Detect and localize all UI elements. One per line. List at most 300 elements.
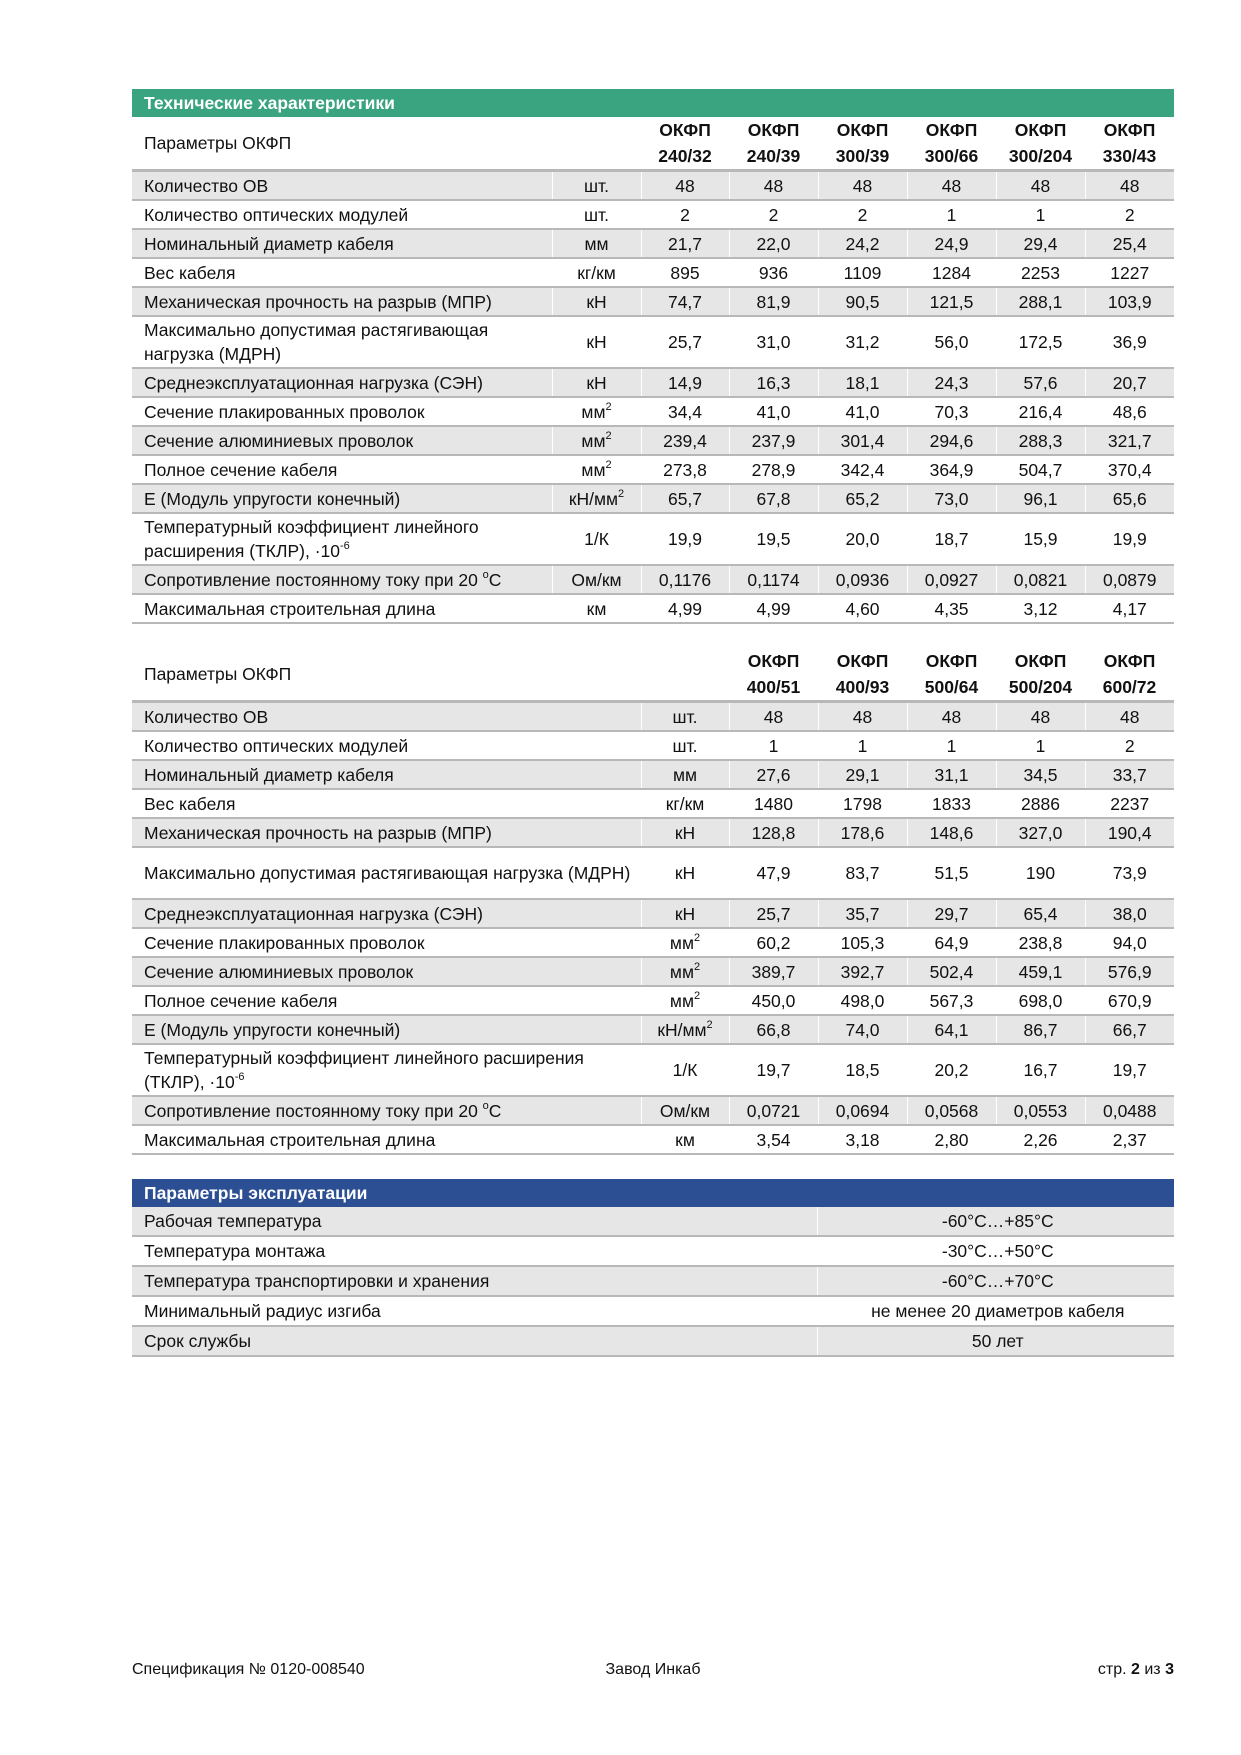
section-header-specs — [132, 89, 1174, 117]
model-header — [996, 648, 1085, 702]
param-unit — [552, 513, 641, 565]
param-label-suffix: С — [488, 569, 502, 590]
param-unit-text: 1/К — [584, 529, 609, 549]
param-label — [132, 760, 641, 789]
table-row — [132, 229, 1174, 258]
table-row — [132, 565, 1174, 594]
param-unit-sup: 2 — [693, 960, 701, 973]
param-label-text: Сечение алюминиевых проволок — [144, 430, 414, 451]
param-label — [132, 200, 552, 229]
param-value: 121,5 — [907, 287, 996, 316]
table-row — [132, 899, 1174, 928]
param-value: 51,5 — [907, 847, 996, 899]
param-label-text: Максимально допустимая растягивающая нагрузка (МДРН) — [144, 863, 631, 883]
param-value: 148,6 — [907, 818, 996, 847]
table-row — [132, 316, 1174, 368]
table-row — [132, 847, 1174, 899]
param-value: 64,9 — [907, 928, 996, 957]
table-row — [132, 397, 1174, 426]
param-value: 73,0 — [907, 484, 996, 513]
param-unit-text: мм — [581, 430, 606, 451]
param-value: 65,4 — [996, 899, 1085, 928]
param-label — [132, 899, 641, 928]
param-label-text: Температурный коэффициент линейного расширения (ТКЛР), ·10 — [144, 517, 479, 561]
param-value: 301,4 — [818, 426, 907, 455]
param-value: 2 — [729, 200, 818, 229]
param-label — [132, 702, 641, 732]
param-label — [132, 1096, 641, 1125]
param-value: 19,7 — [729, 1044, 818, 1096]
param-unit — [641, 731, 729, 760]
param-value: 237,9 — [729, 426, 818, 455]
param-unit — [552, 426, 641, 455]
param-value: 48 — [729, 702, 818, 732]
param-unit — [641, 1125, 729, 1154]
param-label — [132, 1015, 641, 1044]
param-value: 81,9 — [729, 287, 818, 316]
param-value: 128,8 — [729, 818, 818, 847]
model-code: 400/93 — [835, 677, 890, 697]
param-value: 83,7 — [818, 847, 907, 899]
operation-label: Минимальный радиус изгиба — [132, 1296, 817, 1326]
table-row — [132, 1096, 1174, 1125]
param-label — [132, 368, 552, 397]
table-row — [132, 455, 1174, 484]
param-value: 1 — [729, 731, 818, 760]
param-unit-sup: 2 — [693, 931, 701, 944]
param-value: 48 — [1085, 702, 1174, 732]
param-value: 3,12 — [996, 594, 1085, 623]
table-row — [132, 426, 1174, 455]
model-code: 240/39 — [746, 146, 801, 166]
param-value: 48 — [996, 702, 1085, 732]
param-value: 4,35 — [907, 594, 996, 623]
param-value: 2 — [818, 200, 907, 229]
param-label — [132, 1125, 641, 1154]
param-unit-text: кН — [674, 863, 696, 883]
model-name: ОКФП — [1103, 120, 1156, 140]
param-label-text: Максимально допустимая растягивающая нагрузка (МДРН) — [144, 320, 489, 364]
param-value: 19,9 — [1085, 513, 1174, 565]
param-unit-text: Ом/км — [659, 1100, 711, 1121]
model-code: 500/204 — [1008, 677, 1073, 697]
model-header — [729, 648, 818, 702]
param-value: 48,6 — [1085, 397, 1174, 426]
param-unit — [552, 397, 641, 426]
param-value: 502,4 — [907, 957, 996, 986]
param-value: 698,0 — [996, 986, 1085, 1015]
param-value: 2 — [641, 200, 729, 229]
param-unit-text: кг/км — [665, 793, 705, 814]
page-prefix: стр. — [1097, 1661, 1132, 1678]
footer-page-number — [1098, 1661, 1174, 1679]
param-label-sup: o — [482, 568, 489, 581]
model-code: 500/64 — [924, 677, 979, 697]
param-value: 2 — [1085, 200, 1174, 229]
param-label-text: Максимальная строительная длина — [144, 598, 436, 619]
footer-company: Завод Инкаб — [605, 1661, 701, 1678]
param-label-text: Сечение алюминиевых проволок — [144, 961, 414, 982]
param-value: 48 — [996, 171, 1085, 201]
param-unit — [552, 258, 641, 287]
param-value: 273,8 — [641, 455, 729, 484]
operation-label: Срок службы — [132, 1326, 817, 1356]
param-value: 31,1 — [907, 760, 996, 789]
param-label-text: Максимальная строительная длина — [144, 1129, 436, 1150]
param-label — [132, 229, 552, 258]
param-value: 34,5 — [996, 760, 1085, 789]
param-unit-text: кг/км — [577, 262, 616, 283]
param-label-text: Номинальный диаметр кабеля — [144, 764, 394, 785]
model-name: ОКФП — [836, 651, 889, 671]
param-unit-text: шт. — [584, 175, 609, 196]
table-row — [132, 200, 1174, 229]
param-value: 895 — [641, 258, 729, 287]
param-value: 60,2 — [729, 928, 818, 957]
param-value: 66,7 — [1085, 1015, 1174, 1044]
param-value: 0,0879 — [1085, 565, 1174, 594]
param-value: 20,2 — [907, 1044, 996, 1096]
param-label-text: Среднеэксплуатационная нагрузка (СЭН) — [144, 372, 483, 393]
param-value: 18,5 — [818, 1044, 907, 1096]
param-label-sup: -6 — [340, 540, 350, 553]
param-value: 278,9 — [729, 455, 818, 484]
param-value: 2886 — [996, 789, 1085, 818]
param-unit-text: мм — [669, 932, 694, 953]
param-label — [132, 397, 552, 426]
param-label — [132, 928, 641, 957]
param-unit-text: мм — [581, 459, 606, 480]
model-name: ОКФП — [659, 120, 711, 140]
param-value: 0,0553 — [996, 1096, 1085, 1125]
param-value: 34,4 — [641, 397, 729, 426]
param-label-text: Вес кабеля — [144, 262, 236, 283]
param-label-text: Сечение плакированных проволок — [144, 401, 425, 422]
param-label-suffix: С — [488, 1100, 502, 1121]
param-unit — [641, 899, 729, 928]
page-content — [132, 89, 1174, 1357]
param-value: 65,2 — [818, 484, 907, 513]
param-unit — [641, 847, 729, 899]
param-unit — [641, 1044, 729, 1096]
model-header — [729, 117, 818, 171]
param-value: 36,9 — [1085, 316, 1174, 368]
param-value: 65,7 — [641, 484, 729, 513]
param-value: 1 — [907, 200, 996, 229]
param-value: 15,9 — [996, 513, 1085, 565]
model-header — [996, 117, 1085, 171]
param-value: 56,0 — [907, 316, 996, 368]
param-value: 3,18 — [818, 1125, 907, 1154]
table-row — [132, 1044, 1174, 1096]
param-label-text: Температурный коэффициент линейного расширения (ТКЛР), ·10 — [144, 1048, 584, 1092]
param-unit-text: кН/мм — [568, 488, 619, 509]
param-value: 41,0 — [818, 397, 907, 426]
param-value: 103,9 — [1085, 287, 1174, 316]
param-unit-sup: 2 — [693, 989, 701, 1002]
param-value: 238,8 — [996, 928, 1085, 957]
param-value: 0,0821 — [996, 565, 1085, 594]
param-value: 0,0488 — [1085, 1096, 1174, 1125]
param-value: 67,8 — [729, 484, 818, 513]
operation-value: -60°С…+85°С — [817, 1207, 1174, 1236]
model-code: 300/204 — [1008, 146, 1073, 166]
model-name: ОКФП — [925, 651, 978, 671]
param-value: 64,1 — [907, 1015, 996, 1044]
param-unit — [552, 229, 641, 258]
table-row — [132, 731, 1174, 760]
param-value: 4,60 — [818, 594, 907, 623]
param-value: 74,0 — [818, 1015, 907, 1044]
param-unit-text: кН — [674, 822, 696, 843]
param-value: 4,99 — [729, 594, 818, 623]
param-label-sup: o — [482, 1099, 489, 1112]
param-value: 1284 — [907, 258, 996, 287]
model-header — [907, 648, 996, 702]
param-value: 1 — [996, 200, 1085, 229]
param-unit — [641, 818, 729, 847]
param-value: 567,3 — [907, 986, 996, 1015]
param-value: 0,0721 — [729, 1096, 818, 1125]
param-label — [132, 316, 552, 368]
param-value: 288,1 — [996, 287, 1085, 316]
param-unit-text: мм — [669, 990, 694, 1011]
param-value: 2,80 — [907, 1125, 996, 1154]
model-code: 300/66 — [924, 146, 979, 166]
model-name: ОКФП — [836, 120, 889, 140]
param-unit-sup: 2 — [618, 487, 625, 500]
param-label — [132, 513, 552, 565]
param-unit-sup: 2 — [706, 1018, 713, 1031]
param-value: 3,54 — [729, 1125, 818, 1154]
param-label — [132, 258, 552, 287]
param-unit-text: мм — [672, 764, 698, 785]
param-label — [132, 789, 641, 818]
param-unit-text: км — [675, 1129, 695, 1150]
operation-value: -60°С…+70°С — [817, 1266, 1174, 1296]
spec-table-2 — [132, 648, 1174, 1155]
param-label — [132, 818, 641, 847]
table-row — [132, 928, 1174, 957]
param-value: 96,1 — [996, 484, 1085, 513]
operation-row — [132, 1326, 1174, 1356]
param-unit-sup: 2 — [605, 429, 612, 442]
param-unit — [552, 455, 641, 484]
param-label-text: Сечение плакированных проволок — [144, 932, 425, 953]
param-unit-text: км — [586, 598, 607, 619]
model-code: 300/39 — [835, 146, 890, 166]
param-value: 327,0 — [996, 818, 1085, 847]
param-value: 21,7 — [641, 229, 729, 258]
param-unit — [641, 928, 729, 957]
param-value: 48 — [818, 702, 907, 732]
param-value: 31,0 — [729, 316, 818, 368]
param-value: 20,7 — [1085, 368, 1174, 397]
param-label-text: Количество ОВ — [144, 706, 269, 727]
model-header — [907, 117, 996, 171]
param-value: 0,0694 — [818, 1096, 907, 1125]
param-value: 1480 — [729, 789, 818, 818]
param-unit — [641, 1096, 729, 1125]
header-row — [132, 648, 1174, 702]
param-value: 0,1174 — [729, 565, 818, 594]
param-value: 25,7 — [729, 899, 818, 928]
param-label-text: Вес кабеля — [144, 793, 236, 814]
param-value: 74,7 — [641, 287, 729, 316]
param-value: 392,7 — [818, 957, 907, 986]
param-value: 20,0 — [818, 513, 907, 565]
param-value: 1798 — [818, 789, 907, 818]
table-row — [132, 1125, 1174, 1154]
param-value: 22,0 — [729, 229, 818, 258]
param-value: 504,7 — [996, 455, 1085, 484]
param-label — [132, 455, 552, 484]
param-label-text: Е (Модуль упругости конечный) — [144, 488, 401, 509]
param-unit — [552, 171, 641, 201]
param-value: 105,3 — [818, 928, 907, 957]
param-unit — [641, 957, 729, 986]
param-value: 57,6 — [996, 368, 1085, 397]
param-value: 48 — [818, 171, 907, 201]
param-value: 2 — [1085, 731, 1174, 760]
operation-row — [132, 1296, 1174, 1326]
param-value: 90,5 — [818, 287, 907, 316]
param-value: 1 — [818, 731, 907, 760]
param-value: 25,7 — [641, 316, 729, 368]
param-value: 18,7 — [907, 513, 996, 565]
param-value: 2253 — [996, 258, 1085, 287]
param-label-text: Среднеэксплуатационная нагрузка (СЭН) — [144, 903, 483, 924]
param-value: 172,5 — [996, 316, 1085, 368]
param-value: 498,0 — [818, 986, 907, 1015]
param-unit — [641, 760, 729, 789]
param-value: 0,0936 — [818, 565, 907, 594]
param-unit — [552, 368, 641, 397]
param-value: 86,7 — [996, 1015, 1085, 1044]
model-code: 400/51 — [746, 677, 801, 697]
param-value: 14,9 — [641, 368, 729, 397]
param-value: 2237 — [1085, 789, 1174, 818]
param-unit-text: мм — [581, 401, 606, 422]
param-value: 936 — [729, 258, 818, 287]
param-unit — [552, 316, 641, 368]
model-code: 600/72 — [1102, 677, 1157, 697]
section-header-operation — [132, 1179, 1174, 1207]
param-value: 0,1176 — [641, 565, 729, 594]
param-value: 216,4 — [996, 397, 1085, 426]
model-name: ОКФП — [747, 120, 800, 140]
param-label-sup: -6 — [234, 1071, 245, 1084]
model-header — [1085, 117, 1174, 171]
model-name: ОКФП — [747, 651, 800, 671]
model-name: ОКФП — [1014, 120, 1067, 140]
table-row — [132, 702, 1174, 732]
param-unit-text: кН — [674, 903, 696, 924]
model-code: 330/43 — [1102, 146, 1157, 166]
param-value: 0,0568 — [907, 1096, 996, 1125]
param-unit-text: шт. — [672, 735, 698, 756]
param-label — [132, 171, 552, 201]
param-unit — [552, 565, 641, 594]
param-unit-text: шт. — [584, 204, 609, 225]
param-value: 0,0927 — [907, 565, 996, 594]
param-label-text: Механическая прочность на разрыв (МПР) — [144, 822, 492, 843]
param-label — [132, 484, 552, 513]
operation-row — [132, 1207, 1174, 1236]
param-value: 48 — [729, 171, 818, 201]
param-value: 670,9 — [1085, 986, 1174, 1015]
table-row — [132, 513, 1174, 565]
param-value: 65,6 — [1085, 484, 1174, 513]
param-value: 24,9 — [907, 229, 996, 258]
param-label — [132, 287, 552, 316]
spec-table-1 — [132, 89, 1174, 624]
param-value: 70,3 — [907, 397, 996, 426]
param-unit — [641, 986, 729, 1015]
param-value: 4,17 — [1085, 594, 1174, 623]
model-header — [818, 648, 907, 702]
param-value: 19,5 — [729, 513, 818, 565]
table-row — [132, 171, 1174, 201]
param-label — [132, 1044, 641, 1096]
table-row — [132, 1015, 1174, 1044]
param-value: 294,6 — [907, 426, 996, 455]
param-label-text: Механическая прочность на разрыв (МПР) — [144, 291, 492, 312]
operation-row — [132, 1236, 1174, 1266]
param-label-text: Полное сечение кабеля — [144, 990, 338, 1011]
param-unit — [552, 287, 641, 316]
param-unit — [641, 1015, 729, 1044]
table-row — [132, 258, 1174, 287]
param-label-text: Количество оптических модулей — [144, 204, 409, 225]
param-value: 16,7 — [996, 1044, 1085, 1096]
footer-spec-number: Спецификация № 0120-008540 — [132, 1661, 365, 1678]
operation-value: не менее 20 диаметров кабеля — [817, 1296, 1174, 1326]
model-name: ОКФП — [925, 120, 978, 140]
param-value: 364,9 — [907, 455, 996, 484]
param-header: Параметры ОКФП — [132, 648, 729, 702]
param-value: 16,3 — [729, 368, 818, 397]
table-row — [132, 484, 1174, 513]
model-header — [641, 117, 729, 171]
param-label — [132, 565, 552, 594]
param-label — [132, 847, 641, 899]
model-header — [1085, 648, 1174, 702]
param-value: 48 — [641, 171, 729, 201]
param-unit-sup: 2 — [605, 458, 612, 471]
param-value: 25,4 — [1085, 229, 1174, 258]
param-label — [132, 594, 552, 623]
page-mid: из — [1139, 1661, 1166, 1678]
model-header — [818, 117, 907, 171]
page-total: 3 — [1165, 1661, 1174, 1678]
param-unit — [552, 200, 641, 229]
param-value: 19,9 — [641, 513, 729, 565]
param-value: 450,0 — [729, 986, 818, 1015]
operation-row — [132, 1266, 1174, 1296]
param-value: 18,1 — [818, 368, 907, 397]
param-label — [132, 731, 641, 760]
param-value: 239,4 — [641, 426, 729, 455]
param-value: 321,7 — [1085, 426, 1174, 455]
param-value: 35,7 — [818, 899, 907, 928]
param-label-text: Количество ОВ — [144, 175, 269, 196]
param-label-text: Количество оптических модулей — [144, 735, 409, 756]
param-value: 2,26 — [996, 1125, 1085, 1154]
param-value: 459,1 — [996, 957, 1085, 986]
param-value: 2,37 — [1085, 1125, 1174, 1154]
param-value: 1 — [996, 731, 1085, 760]
